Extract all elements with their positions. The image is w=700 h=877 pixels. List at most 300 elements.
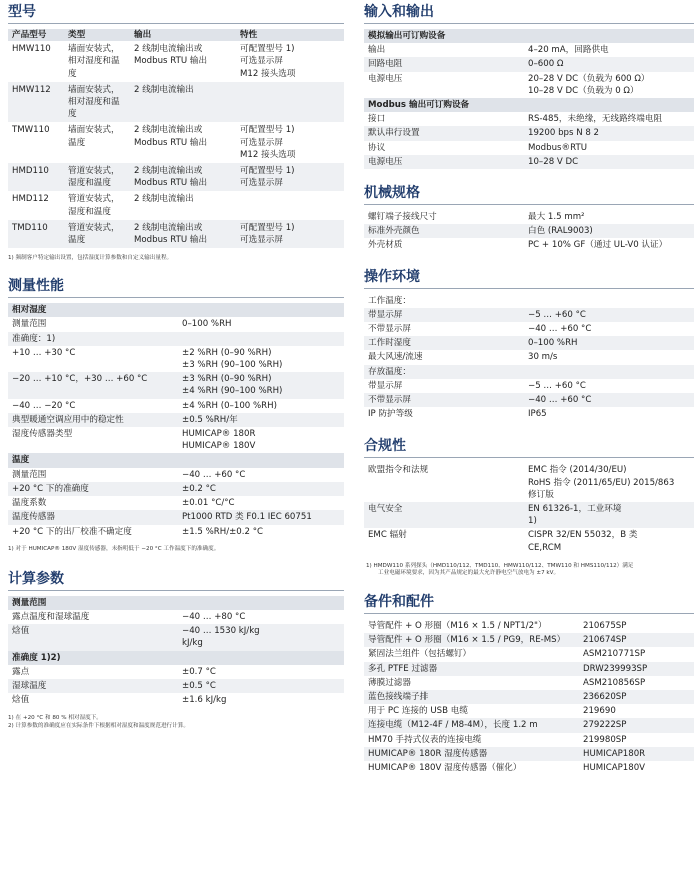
cell-line: 10–28 V DC [528, 156, 579, 167]
io-row [364, 155, 694, 169]
mech-value [524, 238, 694, 252]
cell-line: 20–28 V DC（负载为 600 Ω） [528, 73, 650, 84]
cell-line: 210675SP [583, 620, 627, 631]
measurement-table [8, 303, 344, 538]
cell-line: 墙面安装式， [68, 125, 120, 136]
io-row [364, 57, 694, 71]
io-subheader-row [364, 29, 694, 43]
cell-line: −40 … +60 °C [528, 324, 592, 335]
cell-line: 湿度和温度 [68, 206, 111, 217]
io-row [364, 72, 694, 98]
cell-line: 墙面安装式， [68, 84, 120, 95]
cell-line: M12 接头选项 [240, 149, 296, 160]
spares-label: 用于 PC 连接的 USB 电缆 [368, 706, 468, 717]
spares-label: 连接电缆（M12-4F / M8-4M），长度 1.2 m [364, 718, 579, 732]
spares-label: 紧固法兰组件（包括螺钉） [368, 649, 472, 660]
measurement-row [8, 413, 344, 427]
cell-line: kJ/kg [182, 638, 203, 649]
env-body [364, 294, 694, 422]
cell-line: 10–28 V DC（负载为 0 Ω） [528, 85, 639, 96]
features-cell [236, 41, 344, 82]
env-title: 操作环境 [364, 270, 694, 289]
calc-value [178, 624, 344, 650]
cell-line: EMC 指令 (2014/30/EU) [528, 465, 627, 476]
measurement-row [8, 496, 344, 510]
cell-line: ±0.2 °C [182, 483, 216, 494]
calc-label: 湿球温度 [8, 679, 178, 693]
cell-line: DRW239993SP [583, 663, 648, 674]
env-label: 不带显示屏 [364, 393, 524, 407]
env-label: 存放温度： [364, 365, 524, 379]
spares-value [579, 676, 694, 690]
left-column [8, 0, 344, 730]
model-row [8, 191, 344, 219]
io-label: 电源电压 [364, 155, 524, 169]
io-value [524, 155, 694, 169]
cell-line: 温度 [68, 235, 86, 246]
calc-row [8, 624, 344, 650]
io-value [524, 72, 694, 98]
io-value [524, 126, 694, 140]
cell-line: 210674SP [583, 635, 627, 646]
io-row [364, 112, 694, 126]
env-label: 工作时湿度 [364, 336, 524, 350]
cell-line: HUMICAP180V [583, 763, 646, 774]
env-row [364, 308, 694, 322]
type-cell [64, 191, 130, 219]
cell-line: 相对湿度和温 [68, 97, 120, 108]
type-cell [64, 41, 130, 82]
cell-line: ±3 %RH (90–100 %RH) [182, 360, 283, 371]
models-footnote: 1) 频制客户特定输出设置，包括湿度计算参数和自定义输出量程。 [8, 255, 173, 262]
io-label: 电源电压 [368, 73, 403, 84]
compliance-label: 欧盟指令和法规 [368, 465, 429, 476]
type-cell [64, 122, 130, 163]
measurement-label: +20 °C 下的准确度 [8, 482, 178, 496]
env-row [364, 322, 694, 336]
compliance-row [364, 463, 694, 502]
spares-label: HUMICAP® 180V 湿度传感器（催化） [368, 763, 522, 774]
compliance-table [364, 463, 694, 554]
env-value [524, 294, 694, 308]
io-subheader: 模拟输出可订购设备 [364, 29, 694, 43]
measurement-row [8, 482, 344, 496]
cell-line: 度 [68, 68, 77, 79]
spares-label: HUMICAP® 180R 湿度传感器 [364, 747, 579, 761]
model-cell: HMW112 [8, 82, 64, 123]
measurement-footnote: 1) 对于 HUMICAP® 180V 湿度传感器，未指明低于 −20 °C 工作温度下的准确度。 [8, 545, 220, 552]
env-value [524, 407, 694, 421]
cell-line: −40 … 1530 kJ/kg [182, 626, 260, 637]
measurement-value [178, 413, 344, 427]
cell-line: Modbus®RTU [528, 142, 587, 153]
spares-title: 备件和配件 [364, 595, 694, 614]
env-label: 带显示屏 [364, 308, 524, 322]
calc-value [178, 693, 344, 707]
env-label: IP 防护等级 [368, 409, 413, 420]
measurement-label: +10 … +30 °C [12, 347, 76, 358]
measurement-value [178, 468, 344, 482]
mech-label: 外壳材质 [368, 240, 403, 251]
cell-line: 可选显示屏 [240, 178, 283, 189]
cell-line: 可选显示屏 [240, 235, 283, 246]
spares-value [579, 619, 694, 633]
env-row [364, 350, 694, 364]
models-header-row [8, 29, 344, 41]
cell-line: 1) [528, 516, 537, 527]
cell-line: 2 线制电流输出或 [134, 166, 203, 177]
env-label: 带显示屏 [368, 380, 403, 391]
env-row [364, 336, 694, 350]
cell-line: ±2 %RH (0–90 %RH) [182, 347, 272, 358]
cell-line: ±0.5 %RH/年 [182, 414, 238, 425]
measurement-row [8, 332, 344, 346]
cell-line: Pt1000 RTD 类 F0.1 IEC 60751 [182, 512, 312, 523]
model-cell: TMW110 [12, 125, 50, 136]
model-row [8, 220, 344, 248]
spares-label: 导管配件 + O 形圈（M16 × 1.5 / PG9，RE-MS） [364, 633, 579, 647]
cell-line: HUMICAP180R [583, 748, 646, 759]
spares-value [579, 718, 694, 732]
cell-line: 度 [68, 109, 77, 120]
cell-line: 管道安装式， [68, 194, 120, 205]
measurement-value [178, 482, 344, 496]
cell-line: 0–100 %RH [182, 319, 232, 330]
cell-line: ±0.5 °C [182, 680, 216, 691]
output-cell [130, 82, 236, 123]
compliance-title: 合规性 [364, 439, 694, 458]
spares-row [364, 718, 694, 732]
calc-label: 焓值 [12, 695, 30, 706]
calc-footnote-1: 1) 在 +20 °C 和 80 % 相对湿度下。 [8, 715, 102, 722]
output-cell [130, 163, 236, 191]
io-row [364, 43, 694, 57]
measurement-label: 温度系数 [12, 498, 47, 509]
cell-line: 4–20 mA，回路供电 [528, 45, 609, 56]
io-subheader: Modbus 输出可订购设备 [364, 98, 694, 112]
cell-line: Modbus RTU 输出 [134, 137, 208, 148]
spares-value [579, 647, 694, 661]
io-value [524, 43, 694, 57]
calc-row [8, 610, 344, 624]
calc-label: 露点温度和湿球温度 [12, 611, 90, 622]
calc-subheader-row [8, 596, 344, 610]
env-table [364, 294, 694, 422]
models-title: 型号 [8, 5, 344, 24]
calc-subheader-row [8, 651, 344, 665]
cell-line: 可配置型号 1) [240, 166, 295, 177]
cell-line: 219690 [583, 706, 616, 717]
cell-line: 白色 (RAL9003) [528, 226, 593, 237]
measurement-label: 测量范围 [12, 319, 47, 330]
cell-line: 0–100 %RH [528, 338, 578, 349]
compliance-label: 电气安全 [364, 502, 524, 528]
mech-row [364, 224, 694, 238]
calc-subheader: 准确度 1)2) [8, 651, 344, 665]
mech-value [524, 224, 694, 238]
cell-line: EN 61326-1，工业环境 [528, 504, 622, 515]
calc-value [178, 665, 344, 679]
cell-line: 可配置型号 1) [240, 222, 295, 233]
cell-line: 279222SP [583, 720, 627, 731]
spares-value [579, 747, 694, 761]
spares-row [364, 733, 694, 747]
cell-line: CE,RCM [528, 542, 562, 553]
measurement-value [178, 399, 344, 413]
calc-footnote-2: 2) 计算参数的准确度应在实际条件下根据相对湿度和温度规范进行计算。 [8, 722, 189, 729]
measurement-title: 测量性能 [8, 279, 344, 298]
spares-row [364, 761, 694, 775]
output-cell [130, 191, 236, 219]
spares-value [579, 690, 694, 704]
measurement-label: 湿度传感器类型 [12, 429, 73, 440]
model-row [8, 163, 344, 191]
cell-line: 相对湿度和温 [68, 56, 120, 67]
measurement-value [178, 346, 344, 372]
cell-line: 温度 [68, 137, 86, 148]
cell-line: ±4 %RH (0–100 %RH) [182, 400, 277, 411]
compliance-row [364, 502, 694, 528]
cell-line: 可配置型号 1) [240, 44, 295, 55]
spares-label: HM70 手持式仪表的连接电缆 [368, 734, 482, 745]
cell-line: HUMICAP® 180R [182, 429, 256, 440]
right-column [364, 0, 694, 775]
spares-row [364, 647, 694, 661]
cell-line: 湿度和温度 [68, 178, 111, 189]
cell-line: −5 … +60 °C [528, 309, 586, 320]
measurement-value [178, 525, 344, 539]
io-title: 输入和输出 [364, 5, 694, 24]
measurement-row [8, 346, 344, 372]
cell-line: 管道安装式， [68, 166, 120, 177]
type-cell [64, 82, 130, 123]
measurement-label: −20 … +10 °C，+30 … +60 °C [8, 372, 178, 398]
cell-line: 修订版 [528, 489, 554, 500]
spares-row [364, 747, 694, 761]
spares-value [579, 761, 694, 775]
cell-line: 2 线制电流输出 [134, 194, 194, 205]
measurement-value [178, 332, 344, 346]
compliance-footnote-line-2: 工业电磁环境要求，因为其产品规定的最大允许静电空气放电为 ±7 kV。 [378, 570, 560, 577]
env-row [364, 365, 694, 379]
spares-label: 薄膜过滤器 [368, 677, 411, 688]
mech-title: 机械规格 [364, 186, 694, 205]
cell-line: 2 线制电流输出或 [134, 125, 203, 136]
cell-line: 0–600 Ω [528, 59, 564, 70]
cell-line: ASM210771SP [583, 649, 646, 660]
cell-line: 19200 bps N 8 2 [528, 128, 600, 139]
model-row [8, 41, 344, 82]
io-value [524, 112, 694, 126]
mech-row [364, 238, 694, 252]
cell-line: 30 m/s [528, 352, 558, 363]
io-row [364, 126, 694, 140]
features-cell [236, 163, 344, 191]
compliance-footnote-line-1: 1) HMDW110 系列探头（HMD110/112、TMD110、HMW110/112、TMW110 和 HMS110/112）满足 [366, 562, 634, 569]
io-table [364, 29, 694, 169]
io-value [524, 57, 694, 71]
measurement-row [8, 525, 344, 539]
mech-value [524, 210, 694, 224]
spares-value [579, 633, 694, 647]
cell-line: RS-485，未绝缘，无线路终端电阻 [528, 114, 663, 125]
compliance-value [524, 502, 694, 528]
cell-line: IP65 [528, 409, 547, 420]
cell-line: ±1.6 kJ/kg [182, 695, 227, 706]
cell-line: Modbus RTU 输出 [134, 56, 208, 67]
measurement-label: 温度传感器 [8, 510, 178, 524]
header-type: 类型 [64, 29, 130, 41]
cell-line: M12 接头选项 [240, 68, 296, 79]
env-row [364, 393, 694, 407]
compliance-label: EMC 辐射 [368, 530, 407, 541]
output-cell [130, 41, 236, 82]
calc-title: 计算参数 [8, 572, 344, 591]
spares-row [364, 633, 694, 647]
cell-line: PC + 10% GF（通过 UL-V0 认证） [528, 240, 668, 251]
compliance-row [364, 528, 694, 554]
io-label: 默认串行设置 [364, 126, 524, 140]
io-label: 接口 [368, 114, 386, 125]
env-value [524, 379, 694, 393]
spares-row [364, 619, 694, 633]
io-value [524, 141, 694, 155]
measurement-label: 准确度：1) [8, 332, 178, 346]
cell-line: 2 线制电流输出 [134, 84, 194, 95]
measurement-label: +20 °C 下的出厂校准不确定度 [12, 526, 132, 537]
calc-label: 露点 [12, 666, 30, 677]
env-row [364, 294, 694, 308]
env-value [524, 308, 694, 322]
cell-line: HUMICAP® 180V [182, 441, 256, 452]
cell-line: 可选显示屏 [240, 137, 283, 148]
calc-row [8, 665, 344, 679]
measurement-subheader: 温度 [8, 453, 344, 467]
cell-line: ±4 %RH (90–100 %RH) [182, 386, 283, 397]
cell-line: −40 … +60 °C [528, 395, 592, 406]
cell-line: ±0.7 °C [182, 666, 216, 677]
mech-label: 标准外壳颜色 [364, 224, 524, 238]
io-subheader-row [364, 98, 694, 112]
measurement-label: −40 … −20 °C [12, 400, 76, 411]
models-table [8, 29, 344, 248]
io-label: 输出 [368, 45, 386, 56]
measurement-row [8, 317, 344, 331]
mech-row [364, 210, 694, 224]
measurement-value [178, 496, 344, 510]
calc-row [8, 693, 344, 707]
compliance-body [364, 463, 694, 554]
cell-line: 管道安装式， [68, 222, 120, 233]
measurement-row [8, 510, 344, 524]
cell-line: 可配置型号 1) [240, 125, 295, 136]
calc-body [8, 596, 344, 708]
spares-value [579, 662, 694, 676]
cell-line: CISPR 32/EN 55032，B 类 [528, 530, 638, 541]
header-output: 输出 [130, 29, 236, 41]
spares-row [364, 662, 694, 676]
measurement-subheader-row [8, 453, 344, 467]
header-features: 特性 [236, 29, 344, 41]
spares-table [364, 619, 694, 775]
model-cell: HMW110 [12, 44, 51, 55]
cell-line: 2 线制电流输出或 [134, 44, 203, 55]
mech-table [364, 210, 694, 253]
spares-body [364, 619, 694, 775]
features-cell [236, 82, 344, 123]
measurement-value [178, 372, 344, 398]
calc-footnotes [8, 715, 344, 730]
measurement-value [178, 317, 344, 331]
model-row [8, 82, 344, 123]
cell-line: RoHS 指令 (2011/65/EU) 2015/863 [528, 477, 675, 488]
measurement-body [8, 303, 344, 538]
measurement-row [8, 399, 344, 413]
env-value [524, 322, 694, 336]
measurement-row [8, 372, 344, 398]
compliance-value [524, 528, 694, 554]
features-cell [236, 220, 344, 248]
spares-row [364, 690, 694, 704]
io-row [364, 141, 694, 155]
measurement-subheader-row [8, 303, 344, 317]
type-cell [64, 163, 130, 191]
model-cell: HMD110 [8, 163, 64, 191]
cell-line: 236620SP [583, 692, 627, 702]
cell-line: 可选显示屏 [240, 56, 283, 67]
calc-value [178, 610, 344, 624]
cell-line: −5 … +60 °C [528, 380, 586, 391]
cell-line: −40 … +80 °C [182, 611, 246, 622]
compliance-value [524, 463, 694, 502]
calc-subheader: 测量范围 [8, 596, 344, 610]
spares-label: 导管配件 + O 形圈（M16 × 1.5 / NPT1/2"） [368, 620, 547, 631]
calc-label: 焓值 [8, 624, 178, 650]
env-row [364, 407, 694, 421]
measurement-value [178, 510, 344, 524]
env-label: 最大风速/流速 [368, 352, 423, 363]
cell-line: ±3 %RH (0–90 %RH) [182, 374, 272, 385]
env-label: 工作温度： [368, 295, 411, 306]
calc-value [178, 679, 344, 693]
spares-value [579, 704, 694, 718]
cell-line: ±1.5 %RH/±0.2 °C [182, 526, 263, 537]
cell-line: 墙面安装式， [68, 44, 120, 55]
measurement-row [8, 427, 344, 453]
models-body [8, 41, 344, 248]
measurement-label: 测量范围 [12, 469, 47, 480]
calc-row [8, 679, 344, 693]
measurement-value [178, 427, 344, 453]
env-value [524, 365, 694, 379]
io-body [364, 29, 694, 169]
cell-line: Modbus RTU 输出 [134, 235, 208, 246]
model-cell: TMD110 [8, 220, 64, 248]
model-row [8, 122, 344, 163]
cell-line: 219980SP [583, 734, 627, 745]
spares-label: 蓝色接线端子排 [364, 690, 579, 704]
spares-row [364, 676, 694, 690]
measurement-row [8, 468, 344, 482]
type-cell [64, 220, 130, 248]
env-label: 不带显示屏 [368, 324, 411, 335]
mech-body [364, 210, 694, 253]
output-cell [130, 220, 236, 248]
io-label: 协议 [368, 142, 386, 153]
calc-table [8, 596, 344, 708]
header-model: 产品型号 [8, 29, 64, 41]
cell-line: Modbus RTU 输出 [134, 178, 208, 189]
